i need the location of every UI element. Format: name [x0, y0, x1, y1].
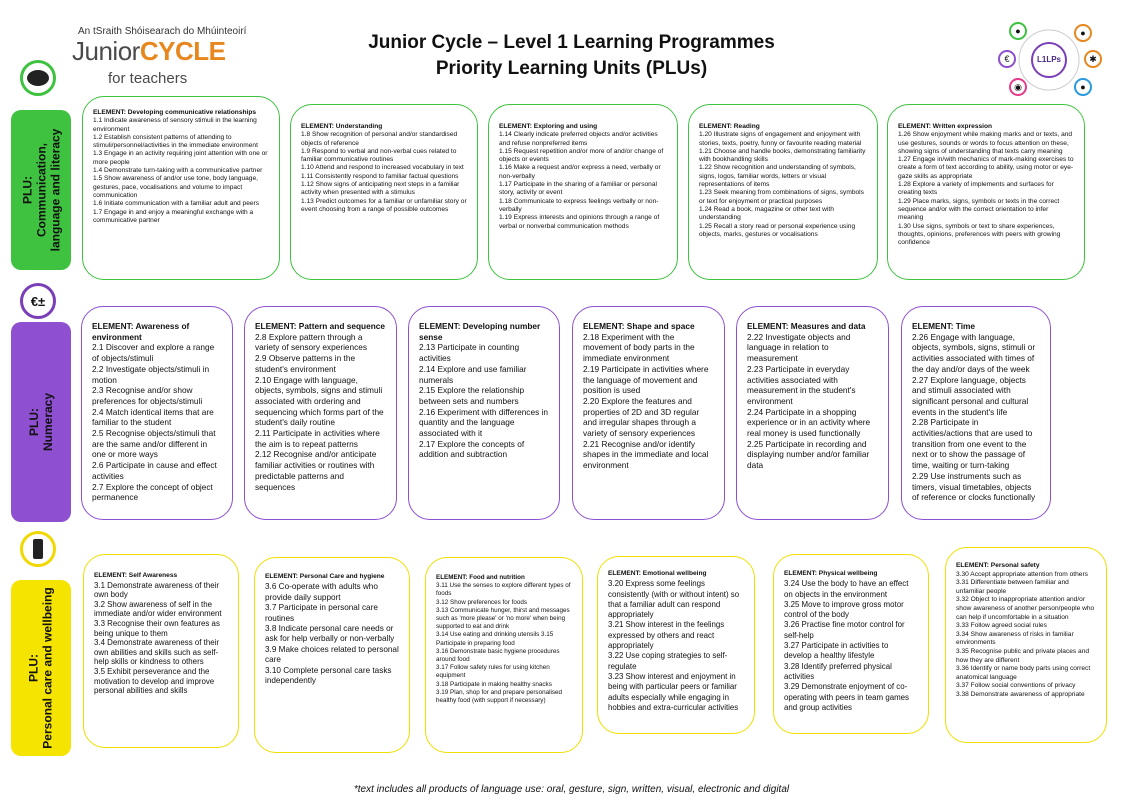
element-card — [572, 306, 725, 520]
list-item: 3.16 Demonstrate basic hygiene procedures around food — [436, 647, 560, 664]
element-card — [244, 306, 397, 520]
page-subtitle: Priority Learning Units (PLUs) — [435, 58, 708, 79]
star-icon: ✱ — [1084, 50, 1102, 68]
list-item: 1.9 Respond to verbal and non-verbal cues related to familiar communicative routines — [301, 147, 457, 164]
plu-numeracy-bar — [11, 322, 71, 522]
list-item: 2.20 Explore the features and properties of 2D and 3D regular and irregular shapes through a variety of sensory experiences — [583, 395, 700, 439]
paint-icon: ● — [1074, 24, 1092, 42]
list-item: 1.25 Recall a story read or personal experience using objects, marks, gestures or vocalisations — [699, 222, 856, 238]
element-card — [83, 554, 239, 748]
element-list — [92, 342, 222, 503]
element-list — [747, 332, 878, 471]
list-item: 2.29 Use instruments such as timers, visual timetables, objects of reference or clocks functionally — [912, 470, 1036, 503]
page-title: Junior Cycle – Level 1 Learning Programmes — [368, 32, 775, 53]
element-title: ELEMENT: Written expression — [898, 123, 993, 130]
element-list — [499, 131, 667, 231]
element-list — [956, 571, 1096, 700]
list-item: 1.24 Read a book, magazine or other text with understanding — [699, 205, 834, 222]
element-card — [688, 104, 878, 280]
list-item: 3.14 Use eating and drinking utensils 3.15 Participate in preparing food — [436, 631, 554, 647]
list-item: 3.11 Use the senses to explore different types of foods — [436, 582, 571, 598]
element-card — [290, 104, 478, 280]
list-item: 3.35 Recognise public and private places and how they are different — [956, 647, 1090, 664]
element-title: ELEMENT: Time — [912, 321, 976, 331]
list-item: 3.38 Demonstrate awareness of appropriate — [956, 690, 1085, 698]
element-list — [436, 582, 572, 705]
list-item: 1.8 Show recognition of personal and/or standardised objects of reference — [301, 131, 458, 147]
globe-icon: ◉ — [1009, 78, 1027, 96]
element-card — [597, 556, 755, 734]
element-card — [773, 554, 929, 734]
list-item: 1.29 Place marks, signs, symbols or texts in the correct sequence and/or with the correct orientation to infer meaning — [898, 197, 1060, 222]
list-item: 2.6 Participate in cause and effect activities — [92, 460, 217, 481]
list-item: 2.11 Participate in activities where the aim is to repeat patterns — [255, 428, 380, 449]
speech-bubble-icon — [20, 60, 56, 96]
list-item: 2.14 Explore and use familiar numerals — [419, 363, 527, 385]
list-item: 3.31 Differentiate between familiar and unfamiliar people — [956, 579, 1069, 595]
plu-wellbeing-bar — [11, 580, 71, 756]
list-item: 2.9 Observe patterns in the student's environment — [255, 353, 356, 374]
list-item: 3.26 Practise fine motor control for self-help — [784, 620, 905, 640]
element-card — [901, 306, 1051, 520]
element-card — [887, 104, 1085, 280]
speech-bubble-icon: ● — [1009, 22, 1027, 40]
element-list — [419, 342, 549, 460]
element-card — [945, 547, 1107, 743]
list-item: 1.7 Engage in and enjoy a meaningful exchange with a communicative partner — [93, 208, 254, 224]
plu-wellbeing-label: PLU: Personal care and wellbeing — [27, 587, 56, 749]
list-item: 3.25 Move to improve gross motor control of the body — [784, 599, 904, 620]
list-item: 3.9 Make choices related to personal care — [265, 644, 399, 665]
element-title: ELEMENT: Developing communicative relationships — [93, 109, 257, 116]
list-item: 3.21 Show interest in the feelings expressed by others and react appropriately — [608, 620, 725, 651]
list-item: 2.4 Match identical items that are familiar to the student — [92, 406, 214, 428]
list-item: 2.1 Discover and explore a range of objects/stimuli — [92, 342, 215, 364]
badge-label: L1LPs — [1031, 42, 1067, 78]
list-item: 3.19 Plan, shop for and prepare personalised healthy food (with support if necessary) — [436, 688, 563, 705]
list-item: 1.17 Participate in the sharing of a familiar or personal story, activity or event — [499, 181, 657, 197]
element-card — [425, 557, 583, 753]
list-item: 1.10 Attend and respond to increased vocabulary in text — [301, 164, 464, 172]
l1lp-badge — [996, 16, 1106, 102]
element-card — [408, 306, 560, 520]
list-item: 3.13 Communicate hunger, thirst and messages such as 'more please' or 'no more' when being supported to eat and drink — [436, 606, 570, 631]
element-list — [265, 582, 399, 686]
list-item: 3.18 Participate in making healthy snacks — [436, 680, 552, 688]
element-title: ELEMENT: Food and nutrition — [436, 574, 525, 581]
list-item: 3.23 Show interest and enjoyment in being with particular peers or familiar adults especially while engaging in hobbies and extra-curricular activities — [608, 671, 739, 712]
list-item: 2.2 Investigate objects/stimuli in motion — [92, 363, 210, 385]
element-title: ELEMENT: Emotional wellbeing — [608, 570, 707, 577]
list-item: 3.4 Demonstrate awareness of their own abilities and skills such as self-help skills or kindness to others — [94, 638, 219, 667]
list-item: 1.1 Indicate awareness of sensory stimuli in the learning environment — [93, 117, 257, 133]
plu-numeracy-label: PLU: Numeracy — [27, 392, 55, 452]
element-title: ELEMENT: Physical wellbeing — [784, 570, 878, 577]
list-item: 3.6 Co-operate with adults who provide daily support — [265, 582, 378, 602]
list-item: 2.17 Explore the concepts of addition and subtraction — [419, 438, 525, 460]
element-title: ELEMENT: Self Awareness — [94, 572, 178, 579]
list-item: 3.8 Indicate personal care needs or ask for help verbally or non-verbally — [265, 624, 395, 644]
list-item: 3.33 Follow agreed social rules — [956, 622, 1047, 630]
list-item: 3.37 Follow social conventions of privacy — [956, 682, 1076, 690]
list-item: 3.7 Participate in personal care routines — [265, 603, 378, 623]
list-item: 1.20 Illustrate signs of engagement and enjoyment with stories, texts, poetry, funny or favourite reading material — [699, 131, 862, 147]
list-item: 3.34 Show awareness of risks in familiar environments — [956, 630, 1074, 647]
list-item: 3.5 Exhibit perseverance and the motivation to develop and improve personal abilities and skills — [94, 666, 215, 696]
list-item: 3.28 Identify preferred physical activities — [784, 661, 892, 681]
list-item: 2.19 Participate in activities where the language of movement and position is used — [583, 363, 709, 396]
list-item: 3.10 Complete personal care tasks independently — [265, 665, 392, 686]
list-item: 2.16 Experiment with differences in quantity and the language associated with it — [419, 406, 548, 439]
element-title: ELEMENT: Awareness of environment — [92, 321, 190, 342]
element-card — [81, 306, 233, 520]
list-item: 2.18 Experiment with the movement of body parts in the immediate environment — [583, 331, 695, 364]
list-item: 1.26 Show enjoyment while making marks and or texts, and use gestures, sounds or words to focus attention on these, showing signs of understanding that texts carry meaning — [898, 131, 1073, 155]
element-title: ELEMENT: Exploring and using — [499, 123, 598, 130]
list-item: 2.21 Recognise and/or identify shapes in the immediate and local environment — [583, 438, 709, 471]
list-item: 1.6 Initiate communication with a familiar adult and peers — [93, 200, 260, 208]
element-card — [82, 96, 280, 280]
element-title: ELEMENT: Measures and data — [747, 321, 866, 331]
list-item: 1.5 Show awareness of and/or use tone, body language, gestures, pace, vocalisations and volume to impact communication — [93, 175, 258, 199]
element-card — [254, 557, 410, 753]
element-title: ELEMENT: Personal Care and hygiene — [265, 573, 385, 580]
list-item: 2.23 Participate in everyday activities associated with measurement in the student's environment — [747, 363, 856, 406]
list-item: 1.11 Consistently respond to familiar factual questions — [301, 172, 459, 180]
list-item: 1.15 Request repetition and/or more of and/or change of objects or events — [499, 147, 664, 164]
list-item: 2.26 Engage with language, objects, symbols, signs, stimuli or activities associated with times of the day and/or days of the week — [912, 331, 1036, 374]
element-list — [608, 579, 744, 713]
element-list — [301, 131, 467, 214]
list-item: 1.14 Clearly indicate preferred objects and/or activities and refuse nonpreferred items — [499, 131, 658, 147]
element-list — [912, 332, 1040, 503]
toothbrush-icon — [20, 531, 56, 567]
element-title: ELEMENT: Developing number sense — [419, 321, 541, 342]
list-item: 1.12 Show signs of anticipating next steps in a familiar activity when presented with a stimulus — [301, 181, 460, 197]
list-item: 3.36 Identify or name body parts using correct anatomical language — [956, 665, 1091, 681]
plu-communication-label: PLU: Communication, language and literacy — [20, 128, 62, 252]
plu-communication-bar — [11, 110, 71, 270]
element-list — [699, 131, 867, 239]
element-title: ELEMENT: Shape and space — [583, 321, 695, 331]
list-item: 2.15 Explore the relationship between sets and numbers — [419, 385, 525, 406]
list-item: 3.30 Accept appropriate attention from others — [956, 570, 1088, 578]
people-icon: ● — [1074, 78, 1092, 96]
list-item: 3.1 Demonstrate awareness of their own body — [94, 580, 219, 600]
element-list — [898, 131, 1074, 247]
list-item: 1.19 Express interests and opinions through a range of verbal or nonverbal communication methods — [499, 214, 660, 230]
list-item: 3.27 Participate in activities to develop a healthy lifestyle — [784, 641, 889, 661]
euro-plus-minus-icon: €± — [20, 283, 56, 319]
list-item: 3.12 Show preferences for foods — [436, 598, 528, 606]
list-item: 2.27 Explore language, objects and stimuli associated with significant personal and cultural events in the student's life — [912, 374, 1029, 417]
list-item: 1.28 Explore a variety of implements and surfaces for creating texts — [898, 181, 1054, 197]
logo-subtitle: for teachers — [108, 70, 188, 87]
element-list — [255, 332, 386, 493]
list-item: 2.12 Recognise and/or anticipate familiar activities or routines with predictable patterns and sequences — [255, 449, 377, 492]
list-item: 3.20 Express some feelings consistently (with or without intent) so that a familiar adult can respond appropriately — [608, 579, 740, 620]
element-list — [784, 579, 918, 713]
element-list — [94, 581, 228, 696]
list-item: 2.8 Explore pattern through a variety of sensory experiences — [255, 331, 368, 353]
list-item: 2.3 Recognise and/or show preferences for objects/stimuli — [92, 385, 203, 406]
list-item: 2.5 Recognise objects/stimuli that are the same and/or different in one or more ways — [92, 428, 216, 460]
list-item: 3.32 Object to inappropriate attention and/or show awareness of another person/people who can help if uncomfortable in a situation — [956, 596, 1095, 621]
list-item: 2.25 Participate in recording and displaying number and/or familiar data — [747, 438, 870, 471]
list-item: 1.27 Engage in/with mechanics of mark-making exercises to create a form of text according to ability, using motor or eye-gaze skills as appropriate — [898, 156, 1074, 180]
list-item: 2.28 Participate in activities/actions that are used to transition from one event to the next or to show the passage of time, waiting or turn-taking — [912, 417, 1033, 471]
element-title: ELEMENT: Pattern and sequence — [255, 321, 386, 331]
element-list — [93, 117, 269, 225]
list-item: 2.13 Participate in counting activities — [419, 342, 520, 364]
list-item: 3.22 Use coping strategies to self-regulate — [608, 651, 728, 671]
footnote: *text includes all products of language use: oral, gesture, sign, written, visual, electronic and digital — [353, 784, 790, 795]
list-item: 1.21 Choose and handle books, demonstrating familiarity with bookhandling skills — [699, 147, 866, 164]
list-item: 3.24 Use the body to have an effect on objects in the environment — [784, 579, 909, 599]
element-card — [488, 104, 678, 280]
list-item: 2.24 Participate in a shopping experience or in an activity where real money is used functionally — [747, 406, 871, 439]
list-item: 2.22 Investigate objects and language in relation to measurement — [747, 331, 851, 364]
element-title: ELEMENT: Reading — [699, 123, 760, 130]
element-list — [583, 332, 714, 471]
list-item: 3.17 Follow safety rules for using kitchen equipment — [436, 664, 550, 680]
list-item: 1.22 Show recognition and understanding of symbols, signs, logos, familiar words, letters or visual representations of items — [699, 164, 856, 189]
logo-cycle: CYCLE — [139, 36, 226, 66]
list-item: 1.3 Engage in an activity requiring joint attention with one or more people — [93, 150, 268, 166]
list-item: 1.2 Establish consistent patterns of attending to stimuli/personnel/activities in the immediate environment — [93, 133, 258, 150]
list-item: 1.4 Demonstrate turn-taking with a communicative partner — [93, 167, 263, 175]
list-item: 3.2 Show awareness of self in the immediate and/or wider environment — [94, 599, 222, 619]
list-item: 2.10 Engage with language, objects, symbols, signs and stimuli associated with ordering and sequencing which forms part of the student's daily routine — [255, 374, 384, 428]
list-item: 1.13 Predict outcomes for a familiar or unfamiliar story or event choosing from a range of possible outcomes — [301, 197, 467, 213]
element-card — [736, 306, 889, 520]
list-item: 1.18 Communicate to express feelings verbally or non-verbally — [499, 197, 659, 213]
list-item: 1.30 Use signs, symbols or text to share experiences, thoughts, opinions, preferences with peers with growing confidence — [898, 222, 1061, 247]
list-item: 3.3 Recognise their own features as being unique to them — [94, 618, 220, 638]
element-title: ELEMENT: Understanding — [301, 123, 383, 130]
list-item: 2.7 Explore the concept of object permanence — [92, 481, 213, 503]
list-item: 1.23 Seek meaning from combinations of signs, symbols or text for enjoyment or practical purposes — [699, 189, 864, 205]
element-title: ELEMENT: Personal safety — [956, 562, 1040, 569]
euro-icon: € — [998, 50, 1016, 68]
list-item: 3.29 Demonstrate enjoyment of co-operating with peers in team games and group activities — [784, 682, 910, 712]
list-item: 1.16 Make a request and/or express a need, verbally or non-verbally — [499, 164, 661, 180]
logo-tagline: An tSraith Shóisearach do Mhúinteoirí — [78, 26, 247, 37]
logo-junior: Junior — [72, 36, 140, 66]
